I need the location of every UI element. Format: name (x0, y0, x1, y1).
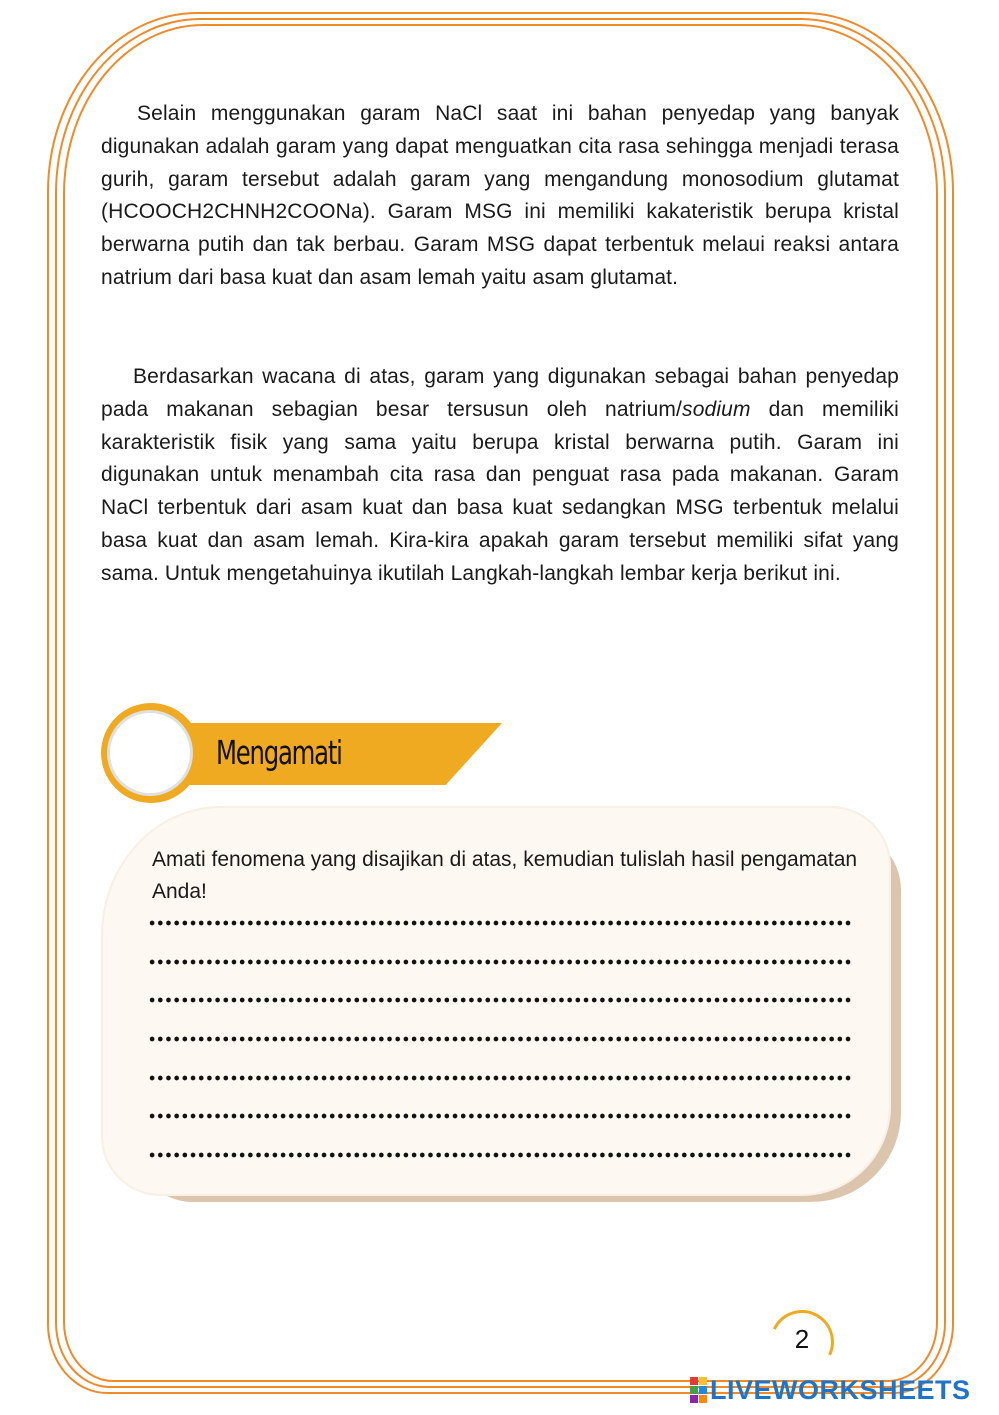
section-title: Mengamati (216, 733, 342, 772)
activity-prompt: Amati fenomena yang disajikan di atas, kemudian tulislah hasil pengamatan Anda! (152, 848, 858, 903)
intro-paragraph (101, 98, 899, 295)
answer-line[interactable] (148, 1152, 853, 1158)
discussion-text-italic: sodium (682, 397, 751, 421)
answer-line[interactable] (148, 1036, 853, 1042)
section-badge-circle (107, 710, 193, 796)
discussion-paragraph (101, 361, 899, 591)
logo-text: LIVEWORKSHEETS (710, 1374, 971, 1405)
liveworksheets-logo[interactable] (690, 1372, 971, 1408)
discussion-text-end: dan memiliki karakteristik fisik yang sama yaitu berupa kristal berwarna putih. Garam ini digunakan untuk menambah cita rasa dan penguat rasa pada makanan. Garam NaCl terbentuk dari asam kuat dan basa kuat sedangkan MSG terbentuk melalui basa kuat dan asam lemah. Kira-kira apakah garam tersebut memiliki sifat yang sama. Untuk mengetahuinya ikutilah Langkah-langkah lembar kerja berikut ini. (101, 397, 899, 585)
answer-line[interactable] (148, 959, 853, 965)
discussion-text-start: Berdasarkan wacana di atas, garam yang digunakan sebagai bahan penyedap pada makanan sebagian besar tersusun oleh natrium/ (101, 365, 899, 421)
answer-line[interactable] (148, 1075, 853, 1081)
answer-line[interactable] (148, 997, 853, 1003)
intro-paragraph-text: Selain menggunakan garam NaCl saat ini bahan penyedap yang banyak digunakan adalah garam yang dapat menguatkan cita rasa sehingga menjadi terasa gurih, garam tersebut adalah garam yang mengandung monosodium glutamat (HCOOCH2CHNH2COONa). Garam MSG ini memiliki kakateristik berupa kristal berwarna putih dan tak berbau. Garam MSG dapat terbentuk melaui reaksi antara natrium dari basa kuat dan asam lemah yaitu asam glutamat. (101, 102, 899, 289)
answer-line[interactable] (148, 920, 853, 926)
logo-tiles-icon (690, 1377, 707, 1403)
page-number: 2 (794, 1324, 810, 1354)
answer-line[interactable] (148, 1113, 853, 1119)
